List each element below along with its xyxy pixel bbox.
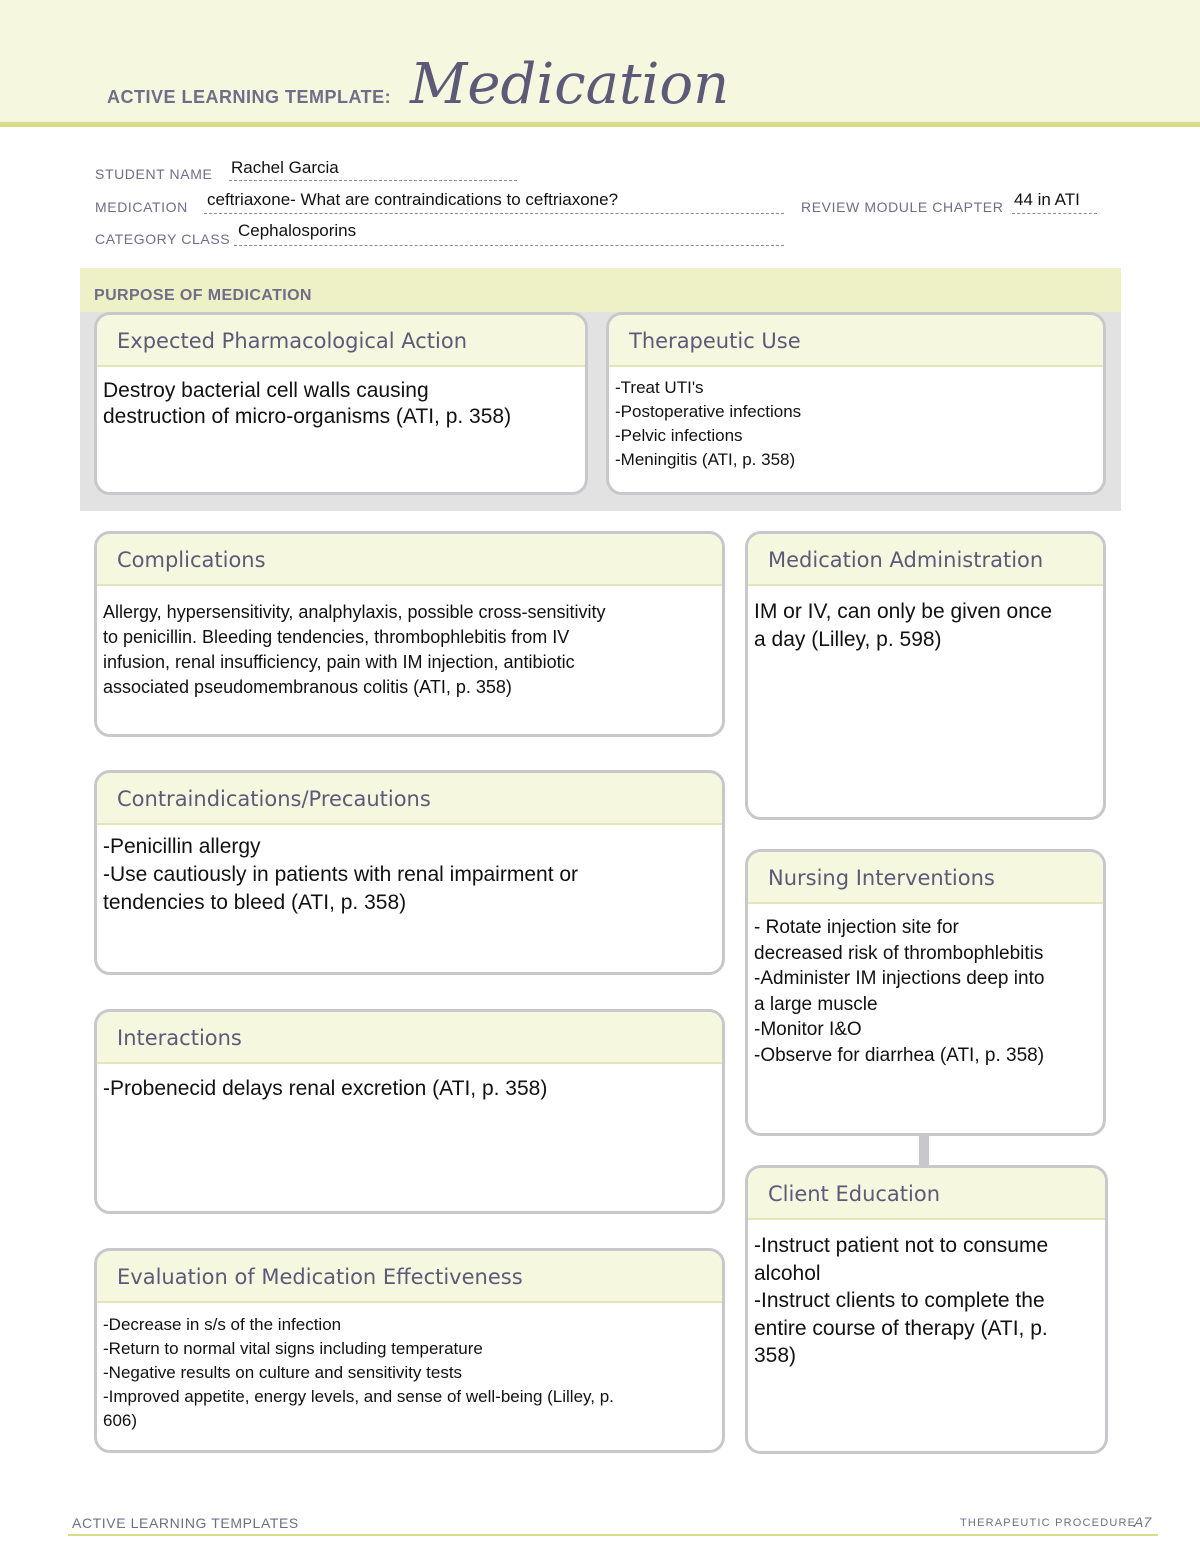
medication-line (204, 213, 784, 214)
header-rule (0, 122, 1200, 127)
client-education-card (745, 1165, 1108, 1454)
student-name-line (229, 180, 517, 181)
evaluation-title: Evaluation of Medication Effectiveness (97, 1251, 722, 1303)
nursing-interventions-body[interactable]: - Rotate injection site for decreased risk of thrombophlebitis -Administer IM injections deep into a large muscle -Monitor I&O -Observe for diarrhea (ATI, p. 358) (754, 917, 1045, 1066)
complications-body[interactable]: Allergy, hypersensitivity, analphylaxis, possible cross-sensitivity to penicillin. Bleeding tendencies, thrombophlebitis from IV infusion, renal insufficiency, pain with IM injection, antibiotic associated pseudomembranous colitis (ATI, p. 358) (103, 602, 606, 697)
connector-line (919, 1134, 929, 1166)
student-name-label: STUDENT NAME (95, 166, 213, 182)
therapeutic-use-card (606, 312, 1106, 495)
footer-left-label: ACTIVE LEARNING TEMPLATES (72, 1515, 299, 1531)
complications-card (94, 531, 725, 737)
administration-card (745, 531, 1106, 820)
category-class-line (234, 245, 784, 246)
expected-action-body[interactable]: Destroy bacterial cell walls causing destruction of micro-organisms (ATI, p. 358) (103, 379, 512, 429)
category-class-field[interactable]: Cephalosporins (238, 221, 357, 240)
evaluation-body[interactable]: -Decrease in s/s of the infection -Return to normal vital signs including temperature -Negative results on culture and sensitivity tests -Improved appetite, energy levels, and sense of well-being (Lilley, p. 606) (103, 1315, 614, 1430)
footer-right-label: THERAPEUTIC PROCEDURE (960, 1517, 1137, 1529)
purpose-title: PURPOSE OF MEDICATION (94, 287, 312, 304)
student-name-field[interactable]: Rachel Garcia (231, 158, 339, 177)
page-number: A7 (1134, 1514, 1152, 1530)
administration-body[interactable]: IM or IV, can only be given once a day (Lilley, p. 598) (754, 600, 1053, 651)
footer-rule (68, 1534, 1158, 1536)
contraindications-body[interactable]: -Penicillin allergy -Use cautiously in patients with renal impairment or tendencies to bleed (ATI, p. 358) (103, 835, 579, 914)
nursing-interventions-title: Nursing Interventions (748, 852, 1103, 904)
therapeutic-use-body[interactable]: -Treat UTI's -Postoperative infections -Pelvic infections -Meningitis (ATI, p. 358) (615, 378, 802, 469)
interactions-body[interactable]: -Probenecid delays renal excretion (ATI, p. 358) (103, 1077, 548, 1100)
category-class-label: CATEGORY CLASS (95, 231, 231, 247)
complications-title: Complications (97, 534, 722, 586)
page-title: Medication (410, 52, 730, 117)
review-chapter-field[interactable]: 44 in ATI (1014, 190, 1080, 209)
review-chapter-label: REVIEW MODULE CHAPTER (801, 199, 1004, 215)
expected-action-title: Expected Pharmacological Action (97, 315, 585, 367)
medication-label: MEDICATION (95, 199, 188, 215)
interactions-title: Interactions (97, 1012, 722, 1064)
client-education-body[interactable]: -Instruct patient not to consume alcohol -Instruct clients to complete the entire course of therapy (ATI, p. 358) (754, 1234, 1049, 1367)
evaluation-card (94, 1248, 725, 1453)
contraindications-card (94, 770, 725, 975)
medication-field[interactable]: ceftriaxone- What are contraindications to ceftriaxone? (207, 190, 619, 209)
interactions-card (94, 1009, 725, 1214)
therapeutic-use-title: Therapeutic Use (609, 315, 1103, 367)
client-education-title: Client Education (748, 1168, 1105, 1220)
contraindications-title: Contraindications/Precautions (97, 773, 722, 825)
expected-action-card (94, 312, 588, 495)
review-chapter-line (1012, 213, 1097, 214)
template-label: ACTIVE LEARNING TEMPLATE: (107, 87, 392, 107)
administration-title: Medication Administration (748, 534, 1103, 586)
nursing-interventions-card (745, 849, 1106, 1136)
